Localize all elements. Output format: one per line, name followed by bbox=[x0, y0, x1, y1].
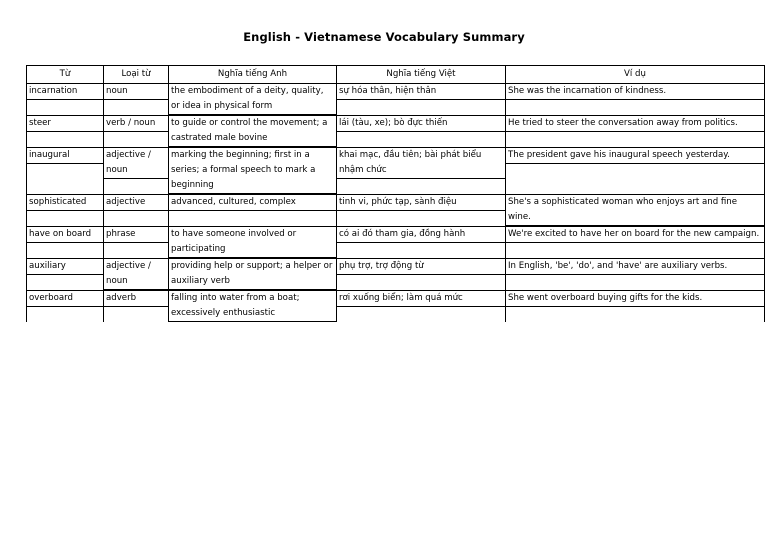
cell-word bbox=[27, 227, 104, 259]
cell-english bbox=[169, 227, 337, 259]
example-text: We're excited to have her on board for the new campaign. bbox=[506, 227, 764, 243]
cell-vietnamese bbox=[337, 195, 506, 227]
word-text: have on board bbox=[27, 227, 103, 243]
word-text: inaugural bbox=[27, 148, 103, 164]
cell-type bbox=[104, 84, 169, 116]
type-text: adverb bbox=[104, 291, 168, 307]
cell-vietnamese bbox=[337, 148, 506, 195]
cell-type bbox=[104, 259, 169, 291]
cell-english bbox=[169, 84, 337, 116]
cell-word bbox=[27, 116, 104, 148]
cell-english bbox=[169, 291, 337, 323]
type-text: adjective / noun bbox=[104, 259, 168, 290]
cell-vietnamese bbox=[337, 116, 506, 148]
cell-english bbox=[169, 148, 337, 195]
vietnamese-text: rơi xuống biển; làm quá mức bbox=[337, 291, 505, 307]
example-text: She went overboard buying gifts for the kids. bbox=[506, 291, 764, 307]
cell-english bbox=[169, 116, 337, 148]
english-text: to have someone involved or participating bbox=[169, 227, 336, 258]
vietnamese-text: khai mạc, đầu tiên; bài phát biểu nhậm chức bbox=[337, 148, 505, 179]
english-text: advanced, cultured, complex bbox=[169, 195, 336, 211]
word-text: sophisticated bbox=[27, 195, 103, 211]
cell-english bbox=[169, 195, 337, 227]
header-vietnamese: Nghĩa tiếng Việt bbox=[337, 66, 506, 84]
example-text: In English, 'be', 'do', and 'have' are auxiliary verbs. bbox=[506, 259, 764, 275]
word-text: steer bbox=[27, 116, 103, 132]
cell-vietnamese bbox=[337, 227, 506, 259]
cell-type bbox=[104, 148, 169, 195]
table-row bbox=[27, 291, 765, 323]
table-row bbox=[27, 195, 765, 227]
cell-word bbox=[27, 84, 104, 116]
table-row bbox=[27, 227, 765, 259]
example-text: She's a sophisticated woman who enjoys art and fine wine. bbox=[506, 195, 764, 226]
page-title: English - Vietnamese Vocabulary Summary bbox=[243, 30, 525, 44]
header-english: Nghĩa tiếng Anh bbox=[169, 66, 337, 84]
word-text: incarnation bbox=[27, 84, 103, 100]
word-text: auxiliary bbox=[27, 259, 103, 275]
cell-type bbox=[104, 116, 169, 148]
cell-example bbox=[506, 84, 765, 116]
vietnamese-text: có ai đó tham gia, đồng hành bbox=[337, 227, 505, 243]
vocabulary-table bbox=[26, 65, 765, 322]
english-text: the embodiment of a deity, quality, or idea in physical form bbox=[169, 84, 336, 115]
word-text: overboard bbox=[27, 291, 103, 307]
header-example: Ví dụ bbox=[506, 66, 765, 84]
english-text: to guide or control the movement; a castrated male bovine bbox=[169, 116, 336, 147]
type-text: noun bbox=[104, 84, 168, 100]
table-row bbox=[27, 84, 765, 116]
cell-example bbox=[506, 116, 765, 148]
cell-example bbox=[506, 291, 765, 323]
english-text: providing help or support; a helper or auxiliary verb bbox=[169, 259, 336, 290]
type-text: verb / noun bbox=[104, 116, 168, 132]
cell-type bbox=[104, 227, 169, 259]
english-text: marking the beginning; first in a series; a formal speech to mark a beginning bbox=[169, 148, 336, 194]
cell-type bbox=[104, 195, 169, 227]
english-text: falling into water from a boat; excessively enthusiastic bbox=[169, 291, 336, 322]
header-word: Từ bbox=[27, 66, 104, 84]
example-text: The president gave his inaugural speech yesterday. bbox=[506, 148, 764, 164]
cell-example bbox=[506, 259, 765, 291]
cell-type bbox=[104, 291, 169, 323]
cell-word bbox=[27, 291, 104, 323]
table-row bbox=[27, 116, 765, 148]
cell-english bbox=[169, 259, 337, 291]
cell-vietnamese bbox=[337, 84, 506, 116]
cell-vietnamese bbox=[337, 291, 506, 323]
type-text: adjective bbox=[104, 195, 168, 211]
cell-word bbox=[27, 259, 104, 291]
table-row bbox=[27, 148, 765, 195]
cell-example bbox=[506, 148, 765, 195]
vietnamese-text: sự hóa thân, hiện thân bbox=[337, 84, 505, 100]
cell-word bbox=[27, 148, 104, 195]
type-text: adjective / noun bbox=[104, 148, 168, 179]
vietnamese-text: phụ trợ, trợ động từ bbox=[337, 259, 505, 275]
example-text: He tried to steer the conversation away from politics. bbox=[506, 116, 764, 132]
table-row bbox=[27, 259, 765, 291]
cell-vietnamese bbox=[337, 259, 506, 291]
cell-word bbox=[27, 195, 104, 227]
table-header-row bbox=[27, 66, 765, 84]
cell-example bbox=[506, 195, 765, 227]
vietnamese-text: lái (tàu, xe); bò đực thiến bbox=[337, 116, 505, 132]
vietnamese-text: tinh vi, phức tạp, sành điệu bbox=[337, 195, 505, 211]
header-type: Loại từ bbox=[104, 66, 169, 84]
type-text: phrase bbox=[104, 227, 168, 243]
example-text: She was the incarnation of kindness. bbox=[506, 84, 764, 100]
cell-example bbox=[506, 227, 765, 259]
